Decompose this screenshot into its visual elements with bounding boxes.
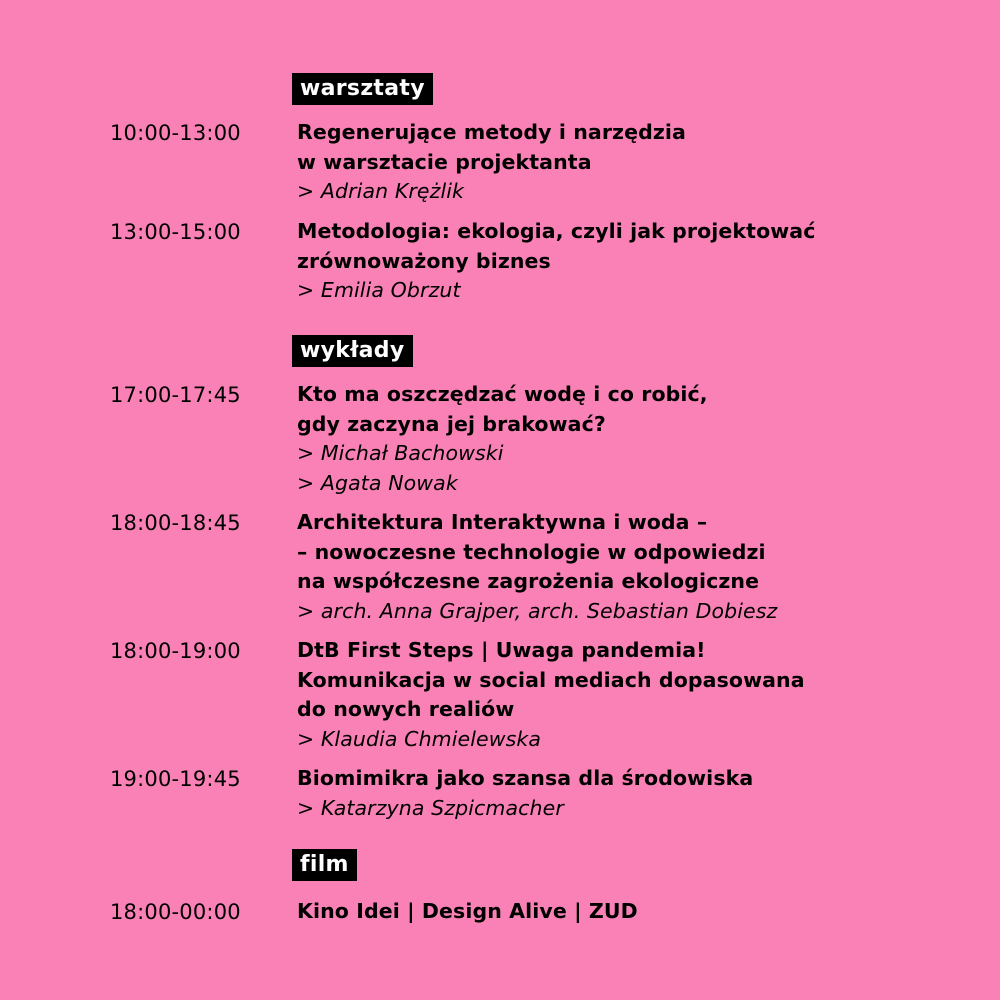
event-speaker: > Michał Bachowski [297, 441, 504, 465]
event-speaker: > Katarzyna Szpicmacher [297, 795, 564, 820]
event-speaker: > Agata Nowak [297, 470, 458, 495]
event-title-line: Kto ma oszczędzać wodę i co robić, [297, 382, 708, 406]
event-time: 17:00-17:45 [110, 383, 241, 407]
event-details [297, 764, 937, 823]
event-details [297, 380, 937, 498]
event-speaker: > Emilia Obrzut [297, 278, 461, 302]
event-speaker: > Adrian Krężlik [297, 179, 465, 203]
event-time: 18:00-18:45 [110, 511, 241, 535]
event-title-line: – nowoczesne technologie w odpowiedzi [297, 539, 766, 564]
event-time: 18:00-19:00 [110, 639, 241, 663]
event-details [297, 217, 937, 306]
section-tag-film: film [292, 849, 357, 881]
event-details [297, 636, 937, 754]
event-title-line: gdy zaczyna jej brakować? [297, 411, 606, 436]
event-title-line: Regenerujące metody i narzędzia [297, 120, 686, 144]
event-details [297, 118, 937, 207]
event-time: 19:00-19:45 [110, 767, 241, 791]
event-time: 10:00-13:00 [110, 121, 241, 145]
event-details [297, 508, 937, 626]
event-title-line: w warsztacie projektanta [297, 149, 592, 174]
event-details [297, 897, 937, 927]
event-title-line: Komunikacja w social mediach dopasowana [297, 667, 805, 692]
event-time: 18:00-00:00 [110, 900, 241, 924]
event-title-line: DtB First Steps | Uwaga pandemia! [297, 638, 706, 662]
event-title-line: Metodologia: ekologia, czyli jak projektować [297, 219, 816, 243]
section-tag-warsztaty: warsztaty [292, 73, 433, 105]
event-speaker: > Klaudia Chmielewska [297, 726, 542, 751]
event-title-line: do nowych realiów [297, 697, 515, 721]
event-title-line: zrównoważony biznes [297, 248, 551, 273]
section-tag-wyklady: wykłady [292, 335, 413, 367]
event-title-line: na współczesne zagrożenia ekologiczne [297, 569, 760, 593]
event-time: 13:00-15:00 [110, 220, 241, 244]
event-title-line: Architektura Interaktywna i woda – [297, 510, 708, 534]
event-title-line: Kino Idei | Design Alive | ZUD [297, 899, 638, 923]
event-speaker: > arch. Anna Grajper, arch. Sebastian Dobiesz [297, 598, 778, 623]
event-title-line: Biomimikra jako szansa dla środowiska [297, 766, 754, 790]
